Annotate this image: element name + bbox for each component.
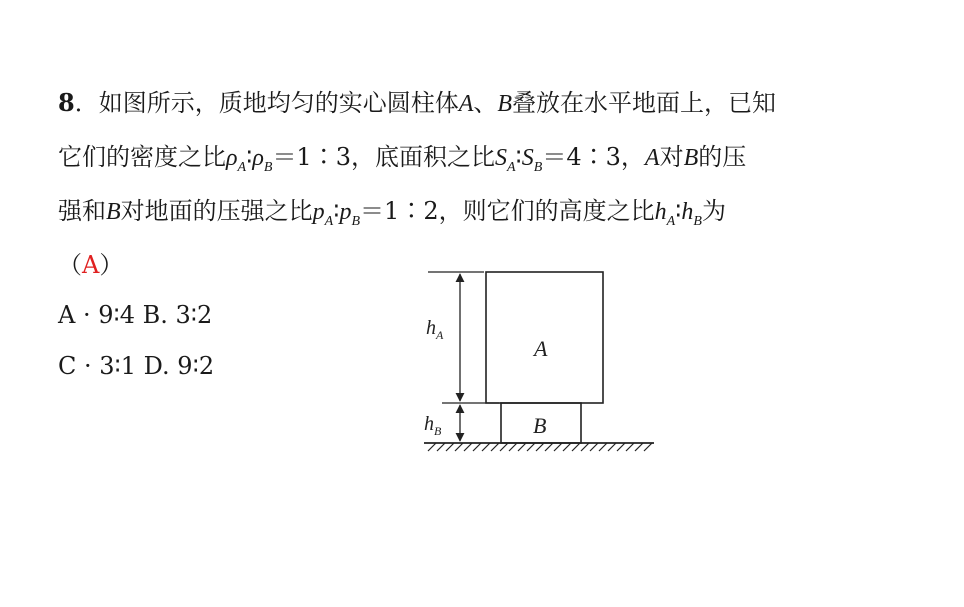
- answer-text: A: [82, 251, 100, 279]
- question-number: 8: [58, 88, 75, 117]
- label-hb: $h_B$: [424, 413, 442, 438]
- options-row-1: A · 9∶4 B. 3∶2: [58, 301, 213, 329]
- question-line-2: 它们的密度之比$\rho_A∶\rho_B=1∶3$，底面积之比$S_A∶S_B=4∶3$，A对B的压: [58, 143, 747, 175]
- answer-bracket: （A）: [58, 251, 124, 279]
- question-line-1: 8．如图所示，质地均匀的实心圆柱体A、B叠放在水平地面上，已知: [58, 88, 777, 117]
- label-ha: $h_A$: [426, 317, 444, 342]
- cylinder-diagram: [418, 258, 658, 458]
- label-a: A: [534, 336, 548, 361]
- ground-hatch: [428, 443, 652, 451]
- label-b: B: [533, 413, 547, 438]
- options-row-2: C · 3∶1 D. 9∶2: [58, 352, 215, 380]
- question-line-3: 强和B对地面的压强之比$p_A∶p_B=1∶2$，则它们的高度之比$h_A∶h_B$为: [58, 197, 726, 229]
